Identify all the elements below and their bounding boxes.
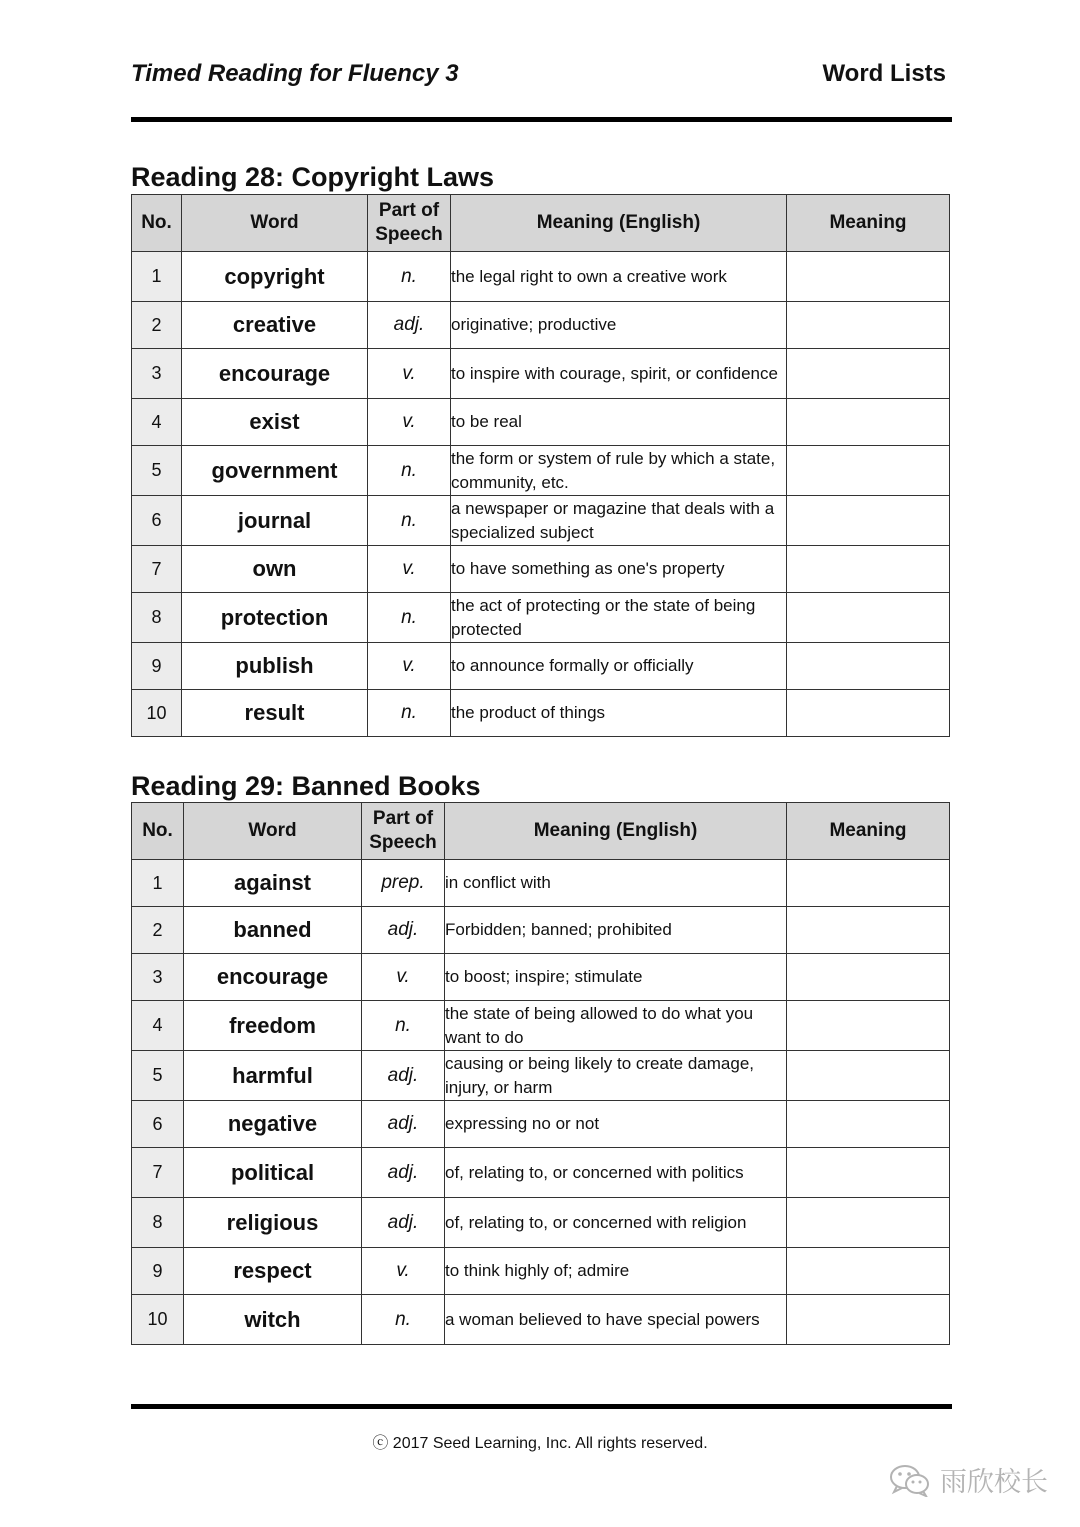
part-of-speech: n. <box>362 1001 445 1051</box>
meaning-english: of, relating to, or concerned with politics <box>445 1148 787 1198</box>
meaning-english: originative; productive <box>451 302 787 349</box>
row-number: 3 <box>132 954 184 1001</box>
row-number: 4 <box>132 399 182 446</box>
meaning-english: to think highly of; admire <box>445 1248 787 1295</box>
row-number: 6 <box>132 496 182 546</box>
part-of-speech: v. <box>362 1248 445 1295</box>
part-of-speech: n. <box>362 1295 445 1345</box>
table-row <box>132 496 950 546</box>
col-no-header: No. <box>132 195 182 252</box>
row-number: 5 <box>132 1051 184 1101</box>
table-row <box>132 1148 950 1198</box>
meaning-blank <box>787 1248 950 1295</box>
meaning-english: of, relating to, or concerned with religion <box>445 1198 787 1248</box>
meaning-english: to have something as one's property <box>451 546 787 593</box>
part-of-speech: adj. <box>362 1148 445 1198</box>
reading-29-title: Reading 29: Banned Books <box>131 771 481 801</box>
watermark-text: 雨欣校长 <box>940 1467 1048 1498</box>
row-number: 9 <box>132 643 182 690</box>
table-row <box>132 1198 950 1248</box>
meaning-english: the act of protecting or the state of being protected <box>451 593 787 643</box>
part-of-speech: n. <box>368 446 451 496</box>
part-of-speech: n. <box>368 690 451 737</box>
vocab-word: banned <box>184 907 362 954</box>
part-of-speech: n. <box>368 252 451 302</box>
part-of-speech: adj. <box>362 907 445 954</box>
part-of-speech: v. <box>362 954 445 1001</box>
row-number: 10 <box>132 1295 184 1345</box>
section-label: Word Lists <box>822 60 946 87</box>
vocab-word: own <box>182 546 368 593</box>
meaning-blank <box>787 546 950 593</box>
meaning-blank <box>787 1051 950 1101</box>
meaning-blank <box>787 1295 950 1345</box>
meaning-blank <box>787 252 950 302</box>
meaning-english: a woman believed to have special powers <box>445 1295 787 1345</box>
vocab-word: against <box>184 860 362 907</box>
vocab-word: exist <box>182 399 368 446</box>
col-word-header: Word <box>182 195 368 252</box>
part-of-speech: n. <box>368 496 451 546</box>
reading-29-table <box>131 802 950 1345</box>
row-number: 3 <box>132 349 182 399</box>
meaning-blank <box>787 690 950 737</box>
table-row <box>132 860 950 907</box>
meaning-english: expressing no or not <box>445 1101 787 1148</box>
table-row <box>132 1051 950 1101</box>
table-row <box>132 954 950 1001</box>
vocab-word: government <box>182 446 368 496</box>
meaning-blank <box>787 593 950 643</box>
reading-28-table <box>131 194 950 737</box>
meaning-blank <box>787 349 950 399</box>
book-title: Timed Reading for Fluency 3 <box>131 60 459 87</box>
watermark <box>888 1460 1048 1499</box>
col-meaning-english-header: Meaning (English) <box>445 803 787 860</box>
table-row <box>132 302 950 349</box>
reading-28-title: Reading 28: Copyright Laws <box>131 162 495 192</box>
wechat-icon <box>888 1463 932 1497</box>
part-of-speech: adj. <box>362 1101 445 1148</box>
meaning-blank <box>787 1101 950 1148</box>
meaning-english: the state of being allowed to do what you want to do <box>445 1001 787 1051</box>
meaning-english: the legal right to own a creative work <box>451 252 787 302</box>
meaning-english: to boost; inspire; stimulate <box>445 954 787 1001</box>
table-header-row <box>132 195 950 252</box>
row-number: 8 <box>132 593 182 643</box>
meaning-blank <box>787 860 950 907</box>
table-row <box>132 907 950 954</box>
part-of-speech: n. <box>368 593 451 643</box>
col-meaning-header: Meaning <box>787 195 950 252</box>
meaning-blank <box>787 643 950 690</box>
part-of-speech: v. <box>368 643 451 690</box>
meaning-english: the form or system of rule by which a state, community, etc. <box>451 446 787 496</box>
vocab-word: encourage <box>182 349 368 399</box>
table-row <box>132 1248 950 1295</box>
part-of-speech: v. <box>368 399 451 446</box>
col-no-header: No. <box>132 803 184 860</box>
vocab-word: journal <box>182 496 368 546</box>
vocab-word: encourage <box>184 954 362 1001</box>
row-number: 4 <box>132 1001 184 1051</box>
col-pos-header: Part of Speech <box>362 803 445 860</box>
header-rule <box>131 117 952 122</box>
copyright-notice: ⓒ 2017 Seed Learning, Inc. All rights reserved. <box>372 1435 708 1452</box>
meaning-english: to announce formally or officially <box>451 643 787 690</box>
meaning-english: in conflict with <box>445 860 787 907</box>
vocab-word: political <box>184 1148 362 1198</box>
row-number: 2 <box>132 907 184 954</box>
vocab-word: freedom <box>184 1001 362 1051</box>
table-header-row <box>132 803 950 860</box>
table-row <box>132 252 950 302</box>
meaning-blank <box>787 302 950 349</box>
vocab-word: harmful <box>184 1051 362 1101</box>
meaning-english: to be real <box>451 399 787 446</box>
footer-rule <box>131 1404 952 1409</box>
table-row <box>132 446 950 496</box>
row-number: 1 <box>132 252 182 302</box>
row-number: 10 <box>132 690 182 737</box>
row-number: 7 <box>132 1148 184 1198</box>
col-meaning-header: Meaning <box>787 803 950 860</box>
meaning-blank <box>787 1001 950 1051</box>
row-number: 6 <box>132 1101 184 1148</box>
col-pos-header: Part of Speech <box>368 195 451 252</box>
row-number: 2 <box>132 302 182 349</box>
part-of-speech: v. <box>368 546 451 593</box>
meaning-english: causing or being likely to create damage, injury, or harm <box>445 1051 787 1101</box>
vocab-word: protection <box>182 593 368 643</box>
part-of-speech: v. <box>368 349 451 399</box>
table-row <box>132 690 950 737</box>
table-row <box>132 1001 950 1051</box>
table-row <box>132 643 950 690</box>
table-row <box>132 1295 950 1345</box>
col-meaning-english-header: Meaning (English) <box>451 195 787 252</box>
vocab-word: respect <box>184 1248 362 1295</box>
vocab-word: religious <box>184 1198 362 1248</box>
row-number: 8 <box>132 1198 184 1248</box>
table-row <box>132 399 950 446</box>
vocab-word: copyright <box>182 252 368 302</box>
part-of-speech: adj. <box>362 1198 445 1248</box>
meaning-blank <box>787 496 950 546</box>
table-row <box>132 546 950 593</box>
table-row <box>132 1101 950 1148</box>
vocab-word: publish <box>182 643 368 690</box>
meaning-blank <box>787 907 950 954</box>
meaning-blank <box>787 399 950 446</box>
row-number: 7 <box>132 546 182 593</box>
meaning-blank <box>787 1198 950 1248</box>
meaning-english: to inspire with courage, spirit, or confidence <box>451 349 787 399</box>
vocab-word: negative <box>184 1101 362 1148</box>
meaning-english: a newspaper or magazine that deals with a specialized subject <box>451 496 787 546</box>
meaning-blank <box>787 1148 950 1198</box>
meaning-english: the product of things <box>451 690 787 737</box>
col-word-header: Word <box>184 803 362 860</box>
vocab-word: creative <box>182 302 368 349</box>
table-row <box>132 349 950 399</box>
meaning-blank <box>787 954 950 1001</box>
part-of-speech: adj. <box>368 302 451 349</box>
row-number: 5 <box>132 446 182 496</box>
meaning-blank <box>787 446 950 496</box>
row-number: 1 <box>132 860 184 907</box>
vocab-word: witch <box>184 1295 362 1345</box>
part-of-speech: adj. <box>362 1051 445 1101</box>
meaning-english: Forbidden; banned; prohibited <box>445 907 787 954</box>
vocab-word: result <box>182 690 368 737</box>
part-of-speech: prep. <box>362 860 445 907</box>
table-row <box>132 593 950 643</box>
row-number: 9 <box>132 1248 184 1295</box>
